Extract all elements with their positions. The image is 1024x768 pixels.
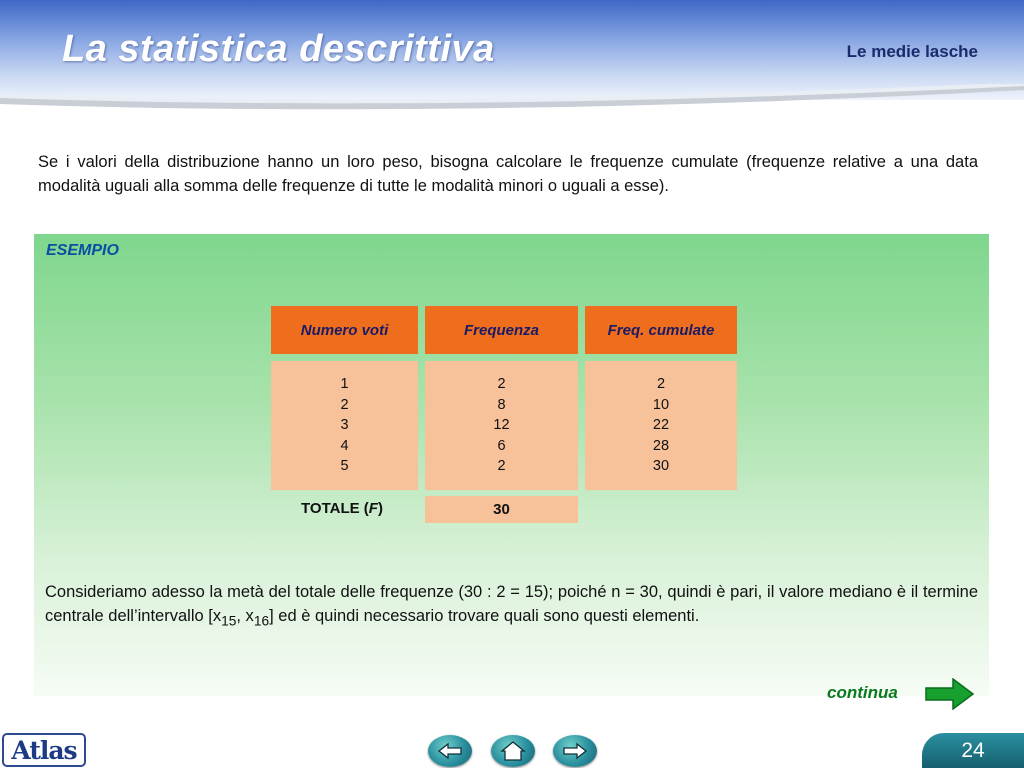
- example-label: ESEMPIO: [46, 242, 119, 259]
- section-title: Le medie lasche: [846, 42, 978, 61]
- table-cell: 2: [497, 376, 506, 393]
- consider-text-2: , x: [236, 607, 254, 625]
- table-cell: 22: [652, 417, 670, 434]
- table-cell: 2: [656, 376, 666, 393]
- table-cell: 3: [340, 417, 349, 434]
- table-cell: 2: [340, 396, 349, 413]
- table-cell: 1: [340, 376, 349, 393]
- home-icon: [500, 740, 526, 762]
- table-cell: 30: [652, 458, 670, 475]
- total-value: 30: [425, 496, 578, 523]
- consider-text-3: ] ed è quindi necessario trovare quali sono questi elementi.: [269, 607, 700, 625]
- total-label-suffix: ): [377, 500, 383, 517]
- atlas-logo: [2, 733, 86, 767]
- table-cell: 12: [493, 417, 510, 434]
- table-cell: 8: [497, 396, 506, 413]
- home-button[interactable]: [491, 735, 535, 767]
- page-title: La statistica descrittiva: [62, 28, 495, 70]
- header-frequenza: Frequenza: [425, 306, 578, 354]
- intro-paragraph: Se i valori della distribuzione hanno un loro peso, bisogna calcolare le frequenze cumulate (frequenze relative a una data modalità uguali alla somma delle frequenze di tutte le modalità minori o uguali a esse).: [38, 153, 978, 195]
- table-cell: 5: [340, 458, 349, 475]
- column-freq-cumulate: [585, 361, 737, 490]
- header-numero-voti: Numero voti: [271, 306, 418, 354]
- continue-arrow-icon[interactable]: [925, 678, 975, 710]
- subscript-15: 15: [221, 613, 237, 629]
- arrow-left-icon: [437, 742, 463, 760]
- table-cell: 4: [340, 437, 349, 454]
- page-number: 24: [922, 733, 1024, 768]
- example-box: [34, 234, 989, 696]
- total-label-variable: F: [368, 500, 378, 517]
- column-numero-voti: [271, 361, 418, 490]
- continue-link[interactable]: continua: [827, 683, 898, 702]
- table-cell: 6: [497, 437, 506, 454]
- total-label-prefix: TOTALE (: [301, 500, 369, 517]
- consider-paragraph: [45, 580, 978, 633]
- consider-text-1: Consideriamo adesso la metà del totale delle frequenze (30 : 2 = 15); poiché n = 30, quindi è pari, il valore mediano è il termine centrale dell’intervallo [x: [45, 583, 978, 625]
- column-frequenza: [425, 361, 578, 490]
- arrow-right-icon: [562, 742, 588, 760]
- logo-text: Atlas: [11, 735, 77, 765]
- header-swoosh: [0, 84, 1024, 114]
- table-cell: 10: [652, 396, 670, 413]
- subscript-16: 16: [253, 613, 270, 629]
- table-cell: 2: [497, 458, 506, 475]
- previous-button[interactable]: [428, 735, 472, 767]
- next-button[interactable]: [553, 735, 597, 767]
- total-label: [272, 500, 412, 517]
- header-freq-cumulate: Freq. cumulate: [585, 306, 737, 354]
- table-cell: 28: [652, 437, 670, 454]
